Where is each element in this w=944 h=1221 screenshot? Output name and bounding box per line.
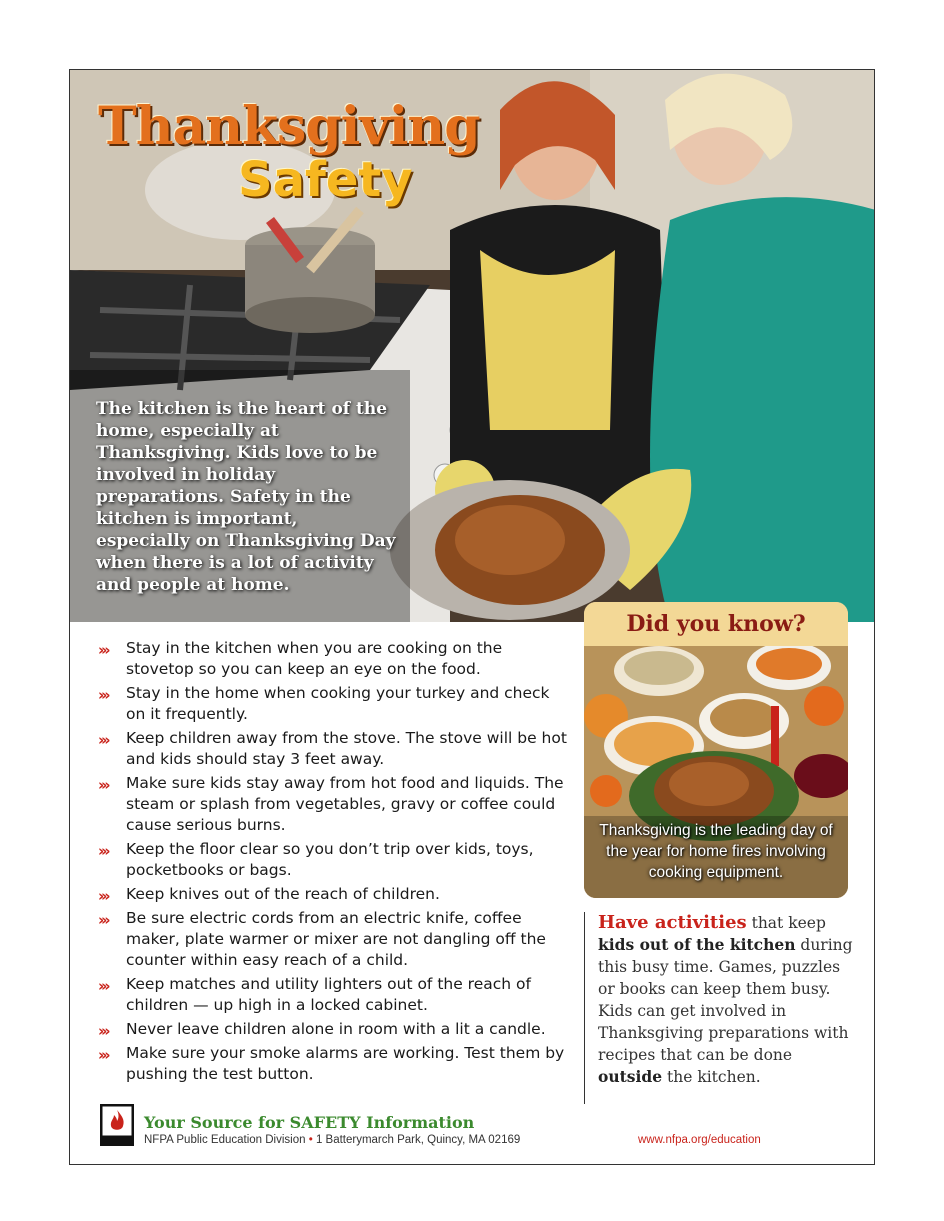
list-item [92, 683, 572, 725]
activities-bold: outside [598, 1067, 663, 1086]
nfpa-flame-icon [100, 1104, 134, 1146]
chevron-bullet-icon: ››› [98, 911, 108, 929]
did-you-know-title: Did you know? [584, 602, 848, 646]
footer-url-link[interactable]: www.nfpa.org/education [638, 1134, 761, 1146]
list-item [92, 1019, 572, 1040]
chevron-bullet-icon: ››› [98, 887, 108, 905]
tip-text: Never leave children alone in room with a lit a candle. [126, 1020, 546, 1038]
hero-photo [70, 70, 875, 622]
chevron-bullet-icon: ››› [98, 977, 108, 995]
title-thanksgiving: Thanksgiving [98, 96, 480, 157]
chevron-bullet-icon: ››› [98, 641, 108, 659]
tip-text: Be sure electric cords from an electric knife, coffee maker, plate warmer or mixer are not dangling off the counter within easy reach of a child. [126, 909, 546, 969]
tip-text: Make sure your smoke alarms are working. Test them by pushing the test button. [126, 1044, 565, 1083]
list-item [92, 884, 572, 905]
list-item [92, 908, 572, 971]
chevron-bullet-icon: ››› [98, 731, 108, 749]
tip-text: Keep the floor clear so you don’t trip over kids, toys, pocketbooks or bags. [126, 840, 534, 879]
nfpa-logo [100, 1104, 134, 1146]
tip-text: Make sure kids stay away from hot food and liquids. The steam or splash from vegetables, gravy or coffee could cause serious burns. [126, 774, 564, 834]
safety-tips-list [92, 638, 572, 1088]
did-you-know-caption: Thanksgiving is the leading day of the year for home fires involving cooking equipment. [599, 822, 833, 881]
list-item [92, 839, 572, 881]
intro-paragraph: The kitchen is the heart of the home, especially at Thanksgiving. Kids love to be involved in holiday preparations. Safety in the kitchen is important, especially on Thanksgiving Day when there is a lot of activity and people at home. [96, 399, 396, 595]
activities-text: the kitchen. [662, 1068, 761, 1086]
tip-text: Keep knives out of the reach of children. [126, 885, 440, 903]
footer-street-address: 1 Batterymarch Park, Quincy, MA 02169 [315, 1134, 521, 1146]
activities-text: during this busy time. Games, puzzles or books can keep them busy. Kids can get involved in Thanksgiving preparations with recipes that can be done [598, 936, 853, 1064]
tip-text: Stay in the home when cooking your turkey and check on it frequently. [126, 684, 550, 723]
chevron-bullet-icon: ››› [98, 686, 108, 704]
chevron-bullet-icon: ››› [98, 1046, 108, 1064]
footer-tagline: Your Source for SAFETY Information [144, 1113, 475, 1132]
flyer-page [69, 69, 875, 1165]
list-item [92, 638, 572, 680]
activities-paragraph [584, 912, 860, 1104]
did-you-know-card [584, 602, 848, 898]
activities-highlight: Have activities [598, 912, 747, 933]
tip-text: Keep children away from the stove. The stove will be hot and kids should stay 3 feet away. [126, 729, 567, 768]
separator-dot-icon: • [308, 1134, 313, 1146]
footer-address [144, 1134, 520, 1146]
list-item [92, 974, 572, 1016]
chevron-bullet-icon: ››› [98, 776, 108, 794]
footer-division: NFPA Public Education Division [144, 1134, 306, 1146]
list-item [92, 773, 572, 836]
title-safety: Safety [238, 152, 413, 208]
tip-text: Stay in the kitchen when you are cooking on the stovetop so you can keep an eye on the food. [126, 639, 503, 678]
activities-text: that keep [746, 914, 826, 932]
chevron-bullet-icon: ››› [98, 1022, 108, 1040]
list-item [92, 1043, 572, 1085]
chevron-bullet-icon: ››› [98, 842, 108, 860]
tip-text: Keep matches and utility lighters out of the reach of children — up high in a locked cabinet. [126, 975, 531, 1014]
list-item [92, 728, 572, 770]
activities-bold: kids out of the kitchen [598, 935, 796, 954]
